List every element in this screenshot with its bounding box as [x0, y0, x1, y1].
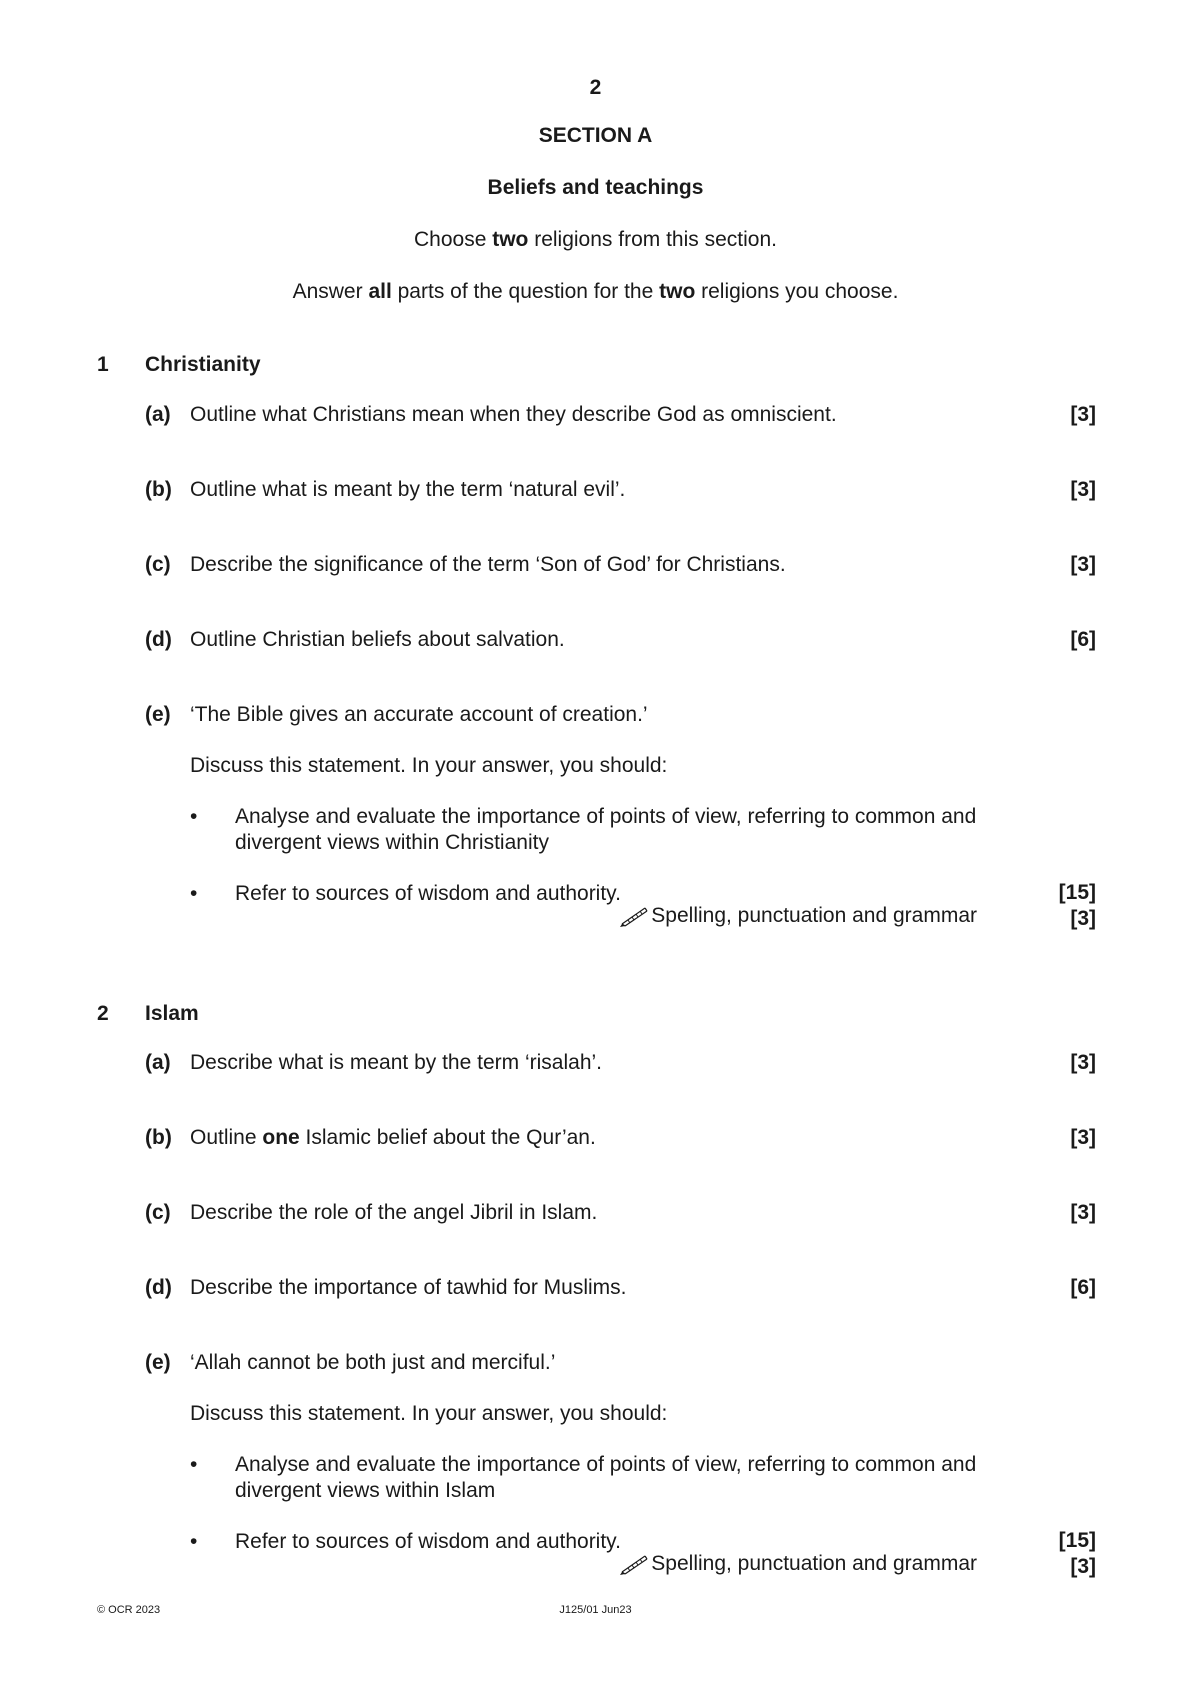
part-text: Outline what is meant by the term ‘natural evil’. [190, 478, 626, 501]
part-text: Outline Christian beliefs about salvation. [190, 628, 565, 651]
question-title: Christianity [145, 353, 261, 376]
bullet-icon: • [190, 1453, 198, 1476]
instruction-text: Answer [292, 280, 369, 303]
marks: [6] [1070, 628, 1096, 651]
instruction-emphasis: two [659, 280, 696, 303]
part-text [190, 1126, 596, 1150]
part-label: (e) [145, 1351, 171, 1374]
part-text: Describe what is meant by the term ‘risalah’. [190, 1051, 602, 1074]
marks: [3] [1070, 1051, 1096, 1074]
footer-copyright: © OCR 2023 [97, 1604, 161, 1616]
page-number: 2 [589, 76, 602, 99]
instruction-text: Choose [414, 228, 493, 251]
part-label: (b) [145, 1126, 172, 1149]
part-label: (a) [145, 1051, 171, 1074]
part-label: (b) [145, 478, 172, 501]
pencil-icon [619, 905, 649, 927]
bullet-icon: • [190, 882, 198, 905]
bullet-icon: • [190, 805, 198, 828]
part-label: (d) [145, 1276, 172, 1299]
instruction-text: parts of the question for the [391, 280, 660, 303]
question-number: 1 [97, 353, 109, 376]
instruction-emphasis: two [492, 228, 529, 251]
marks: [3] [1070, 403, 1096, 426]
instruction-answer [0, 280, 1191, 304]
section-subtitle: Beliefs and teachings [487, 176, 704, 199]
discuss-instruction: Discuss this statement. In your answer, you should: [190, 1402, 668, 1425]
instruction-text: religions you choose. [695, 280, 899, 303]
spag-label: Spelling, punctuation and grammar [651, 904, 977, 927]
marks: [15] [1058, 881, 1096, 904]
part-label: (c) [145, 553, 171, 576]
question-number: 2 [97, 1002, 109, 1025]
section-title: SECTION A [538, 124, 653, 147]
part-statement: ‘Allah cannot be both just and merciful.’ [190, 1351, 556, 1374]
part-statement: ‘The Bible gives an accurate account of creation.’ [190, 703, 648, 726]
spag-label: Spelling, punctuation and grammar [651, 1552, 977, 1575]
marks: [3] [1070, 478, 1096, 501]
part-text: Outline what Christians mean when they describe God as omniscient. [190, 403, 837, 426]
spag-line [619, 1552, 977, 1576]
bullet-icon: • [190, 1530, 198, 1553]
bullet-text: Refer to sources of wisdom and authority. [235, 882, 621, 905]
marks: [15] [1058, 1529, 1096, 1552]
spag-marks: [3] [1070, 907, 1096, 930]
bullet-text: Analyse and evaluate the importance of points of view, referring to common and divergent views within Islam [235, 1453, 977, 1502]
part-text-segment: Islamic belief about the Qur’an. [299, 1126, 596, 1149]
part-text: Describe the role of the angel Jibril in Islam. [190, 1201, 598, 1224]
instruction-emphasis: all [368, 280, 392, 303]
footer-code: J125/01 Jun23 [559, 1604, 632, 1616]
marks: [3] [1070, 553, 1096, 576]
marks: [3] [1070, 1201, 1096, 1224]
spag-marks: [3] [1070, 1555, 1096, 1578]
question-title: Islam [145, 1002, 199, 1025]
bullet-text: Refer to sources of wisdom and authority. [235, 1530, 621, 1553]
part-text: Describe the importance of tawhid for Muslims. [190, 1276, 627, 1299]
spag-line [619, 904, 977, 928]
instruction-text: religions from this section. [528, 228, 777, 251]
instruction-choose [0, 228, 1191, 252]
part-label: (e) [145, 703, 171, 726]
part-label: (c) [145, 1201, 171, 1224]
part-label: (a) [145, 403, 171, 426]
marks: [3] [1070, 1126, 1096, 1149]
bullet-text: Analyse and evaluate the importance of points of view, referring to common and divergent views within Christianity [235, 805, 977, 854]
part-label: (d) [145, 628, 172, 651]
pencil-icon [619, 1553, 649, 1575]
discuss-instruction: Discuss this statement. In your answer, you should: [190, 754, 668, 777]
marks: [6] [1070, 1276, 1096, 1299]
part-text-segment: Outline [190, 1126, 263, 1149]
part-text-emphasis: one [262, 1126, 300, 1149]
part-text: Describe the significance of the term ‘Son of God’ for Christians. [190, 553, 786, 576]
